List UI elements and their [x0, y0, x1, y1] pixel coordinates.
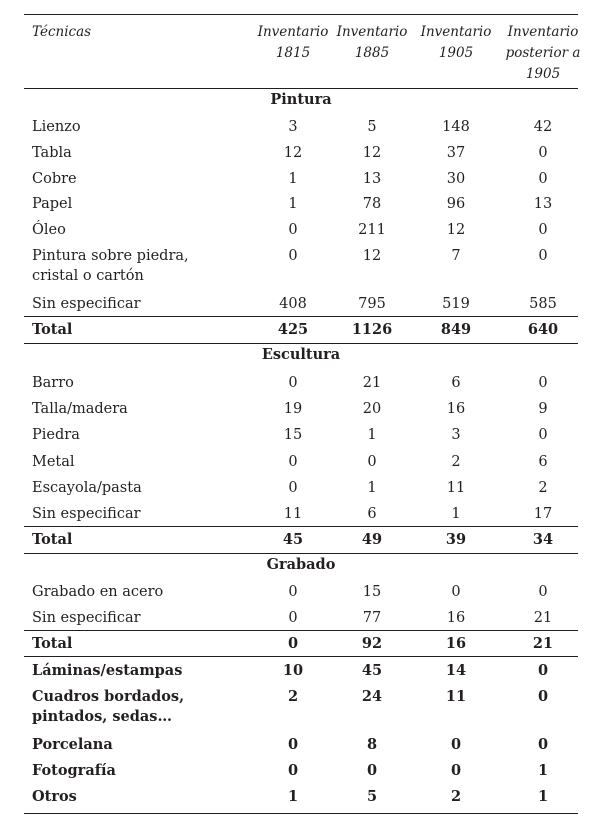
table-cell: 13: [533, 196, 553, 212]
total-cell: 45: [282, 531, 304, 548]
table-cell: 0: [538, 584, 548, 600]
header-rule: [24, 88, 578, 89]
section-rule-otros: [24, 656, 578, 657]
table-cell: 0: [288, 610, 298, 626]
table-cell: 1: [537, 788, 549, 805]
table-cell: 20: [362, 401, 382, 417]
table-cell: 6: [451, 375, 461, 391]
total-label: Total: [32, 321, 73, 338]
table-cell: 1: [367, 480, 377, 496]
table-cell: 2: [451, 454, 461, 470]
table-cell: 11: [283, 506, 303, 522]
table-cell: 11: [445, 688, 467, 705]
table-row-label: Láminas/estampas: [32, 662, 183, 679]
table-row-label: Óleo: [32, 222, 66, 238]
table-cell: 1: [537, 762, 549, 779]
table-cell: 3: [451, 427, 461, 443]
table-cell: 10: [282, 662, 304, 679]
section-title-escultura: Escultura: [261, 346, 341, 363]
total-cell: 49: [361, 531, 383, 548]
table-cell: 0: [538, 222, 548, 238]
table-cell: 96: [446, 196, 466, 212]
header-col-1815: Inventario 1815: [257, 24, 329, 61]
table-cell: 0: [538, 171, 548, 187]
table-cell: 408: [279, 296, 307, 312]
table-cell: 6: [367, 506, 377, 522]
table-cell: 2: [450, 788, 462, 805]
table-cell: 0: [288, 584, 298, 600]
table-row-label: Sin especificar: [32, 506, 141, 522]
table-cell: 12: [283, 145, 303, 161]
table-cell: 211: [358, 222, 386, 238]
section-title-grabado: Grabado: [266, 556, 336, 573]
table-row-label: Metal: [32, 454, 75, 470]
table-cell: 795: [358, 296, 386, 312]
table-cell: 585: [529, 296, 557, 312]
table-cell: 12: [362, 248, 382, 264]
section-rule-escultura: [24, 343, 578, 344]
table-row-label: Escayola/pasta: [32, 480, 142, 496]
table-cell: 0: [288, 480, 298, 496]
table-cell: 0: [450, 736, 462, 753]
table-cell: 42: [533, 119, 553, 135]
total-cell: 425: [277, 321, 309, 338]
table-cell: 0: [366, 762, 378, 779]
table-cell: 0: [450, 762, 462, 779]
table-row-label: Tabla: [32, 145, 72, 161]
table-cell: 16: [446, 401, 466, 417]
table-cell: 21: [362, 375, 382, 391]
table-row-label: Grabado en acero: [32, 584, 164, 600]
table-cell: 45: [361, 662, 383, 679]
table-cell: 1: [367, 427, 377, 443]
table-cell: 16: [446, 610, 466, 626]
table-cell: 17: [533, 506, 553, 522]
table-cell: 0: [537, 662, 549, 679]
table-cell: 148: [442, 119, 470, 135]
table-cell: 0: [537, 736, 549, 753]
total-cell: 21: [532, 635, 554, 652]
table-cell: 0: [538, 375, 548, 391]
table-cell: 21: [533, 610, 553, 626]
table-cell: 12: [362, 145, 382, 161]
table-cell: 15: [283, 427, 303, 443]
table-cell: 0: [451, 584, 461, 600]
header-col-1885: Inventario 1885: [336, 24, 408, 61]
table-row-label: Pintura sobre piedra, cristal o cartón: [32, 248, 189, 284]
table-row-label: Lienzo: [32, 119, 81, 135]
table-cell: 0: [367, 454, 377, 470]
table-bottom-rule: [24, 813, 578, 814]
table-cell: 6: [538, 454, 548, 470]
table-cell: 0: [288, 248, 298, 264]
header-col-1905: Inventario 1905: [420, 24, 492, 61]
table-row-label: Piedra: [32, 427, 80, 443]
table-cell: 8: [366, 736, 378, 753]
total-cell: 640: [527, 321, 559, 338]
total-cell: 0: [287, 635, 299, 652]
table-cell: 0: [287, 736, 299, 753]
table-row-label: Barro: [32, 375, 74, 391]
table-cell: 0: [538, 427, 548, 443]
table-cell: 15: [362, 584, 382, 600]
section-title-pintura: Pintura: [270, 91, 332, 108]
table-cell: 3: [288, 119, 298, 135]
table-cell: 2: [538, 480, 548, 496]
table-cell: 13: [362, 171, 382, 187]
table-cell: 1: [287, 788, 299, 805]
table-cell: 1: [288, 171, 298, 187]
table-row-label: Sin especificar: [32, 610, 141, 626]
total-rule-pintura: [24, 316, 578, 317]
table-cell: 5: [367, 119, 377, 135]
table-cell: 14: [445, 662, 467, 679]
table-row-label: Sin especificar: [32, 296, 141, 312]
header-tecnicas: Técnicas: [32, 24, 92, 40]
table-cell: 1: [288, 196, 298, 212]
table-row-label: Porcelana: [32, 736, 113, 753]
table-cell: 77: [362, 610, 382, 626]
table-cell: 1: [451, 506, 461, 522]
table-row-label: Talla/madera: [32, 401, 128, 417]
total-label: Total: [32, 635, 73, 652]
section-rule-grabado: [24, 553, 578, 554]
header-col-posterior-1905: Inventario posterior a 1905: [505, 24, 581, 82]
table-cell: 30: [446, 171, 466, 187]
table-row-label: Papel: [32, 196, 73, 212]
table-cell: 0: [288, 375, 298, 391]
table-cell: 9: [538, 401, 548, 417]
total-cell: 39: [445, 531, 467, 548]
table-cell: 24: [361, 688, 383, 705]
table-cell: 2: [287, 688, 299, 705]
table-cell: 37: [446, 145, 466, 161]
table-cell: 5: [366, 788, 378, 805]
table-row-label: Cobre: [32, 171, 77, 187]
total-cell: 849: [440, 321, 472, 338]
total-rule-escultura: [24, 526, 578, 527]
table-cell: 0: [288, 454, 298, 470]
total-cell: 16: [445, 635, 467, 652]
table-row-label: Fotografía: [32, 762, 116, 779]
table-cell: 519: [442, 296, 470, 312]
table-cell: 0: [538, 248, 548, 264]
total-cell: 92: [361, 635, 383, 652]
table-cell: 0: [288, 222, 298, 238]
total-label: Total: [32, 531, 73, 548]
table-cell: 78: [362, 196, 382, 212]
total-rule-grabado: [24, 630, 578, 631]
table-row-label: Otros: [32, 788, 77, 805]
table-cell: 19: [283, 401, 303, 417]
table-cell: 12: [446, 222, 466, 238]
total-cell: 34: [532, 531, 554, 548]
table-cell: 0: [538, 145, 548, 161]
table-cell: 0: [537, 688, 549, 705]
table-cell: 11: [446, 480, 466, 496]
table-cell: 7: [451, 248, 461, 264]
table-row-label: Cuadros bordados, pintados, sedas…: [32, 688, 185, 725]
total-cell: 1126: [351, 321, 393, 338]
table-cell: 0: [287, 762, 299, 779]
table-top-rule: [24, 14, 578, 15]
